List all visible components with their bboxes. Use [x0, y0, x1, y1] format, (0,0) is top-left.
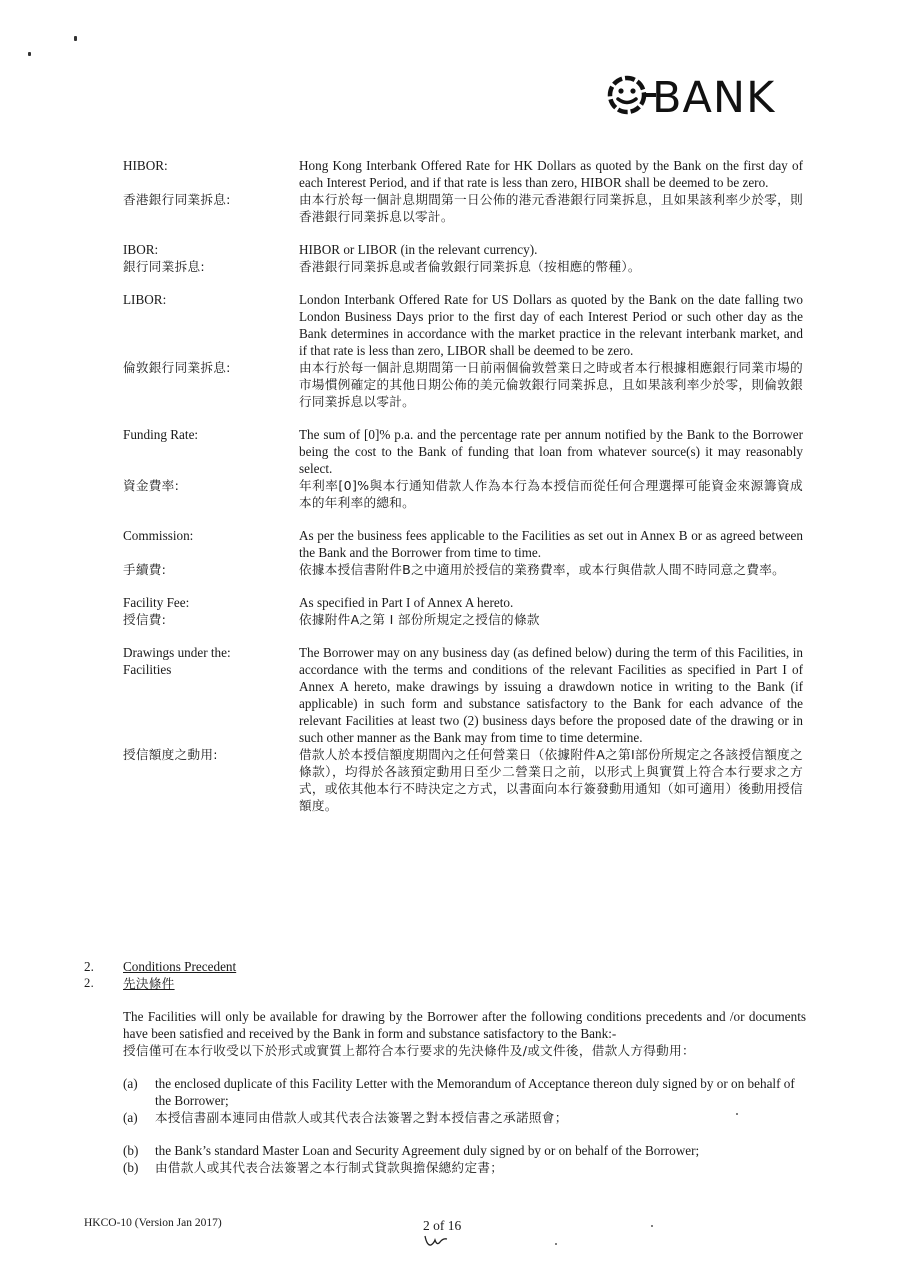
smiley-face-icon: [606, 72, 806, 118]
item-text: the Bank’s standard Master Loan and Security Agreement duly signed by or on behalf of the Borrower;: [155, 1143, 700, 1158]
item-label: (a): [123, 1110, 138, 1125]
term-zh: 授信費:: [123, 612, 167, 627]
term-en: HIBOR:: [123, 158, 168, 173]
svg-text:BANK: BANK: [652, 73, 776, 118]
term-en: LIBOR:: [123, 292, 167, 307]
section-conditions-precedent: [84, 958, 806, 1176]
scan-speck: [28, 52, 31, 56]
scan-speck: [555, 1243, 557, 1245]
section-number: 2.: [84, 959, 94, 974]
definitions-list: [123, 157, 803, 830]
definition-zh: 年利率[0]%與本行通知借款人作為本行為本授信而從任何合理選擇可能資金來源籌資成本的年利率的總和。: [299, 478, 803, 510]
item-label: (b): [123, 1143, 139, 1158]
section-title-zh: 先決條件: [123, 976, 175, 991]
definition-en: London Interbank Offered Rate for US Dollars as quoted by the Bank on the date falling two London Business Days prior to the first day of each Interest Period or such other day as the Bank determines in accordance with the market practice in the relevant interbank market, and if that rate is less than zero, LIBOR shall be deemed to be zero.: [299, 292, 803, 358]
definition-en: HIBOR or LIBOR (in the relevant currency).: [299, 242, 538, 257]
definition-zh: 香港銀行同業拆息或者倫敦銀行同業拆息（按相應的幣種）。: [299, 259, 641, 274]
intro-zh: 授信僅可在本行收受以下於形式或實質上都符合本行要求的先決條件及/或文件後，借款人方得動用：: [123, 1043, 695, 1058]
term-en: Facility Fee:: [123, 595, 190, 610]
definition-zh: 由本行於每一個計息期間第一日公佈的港元香港銀行同業拆息，且如果該利率少於零，則香港銀行同業拆息以零計。: [299, 192, 803, 224]
definition-zh: 由本行於每一個計息期間第一日前兩個倫敦營業日之時或者本行根據相應銀行同業市場的市場慣例確定的其他日期公佈的美元倫敦銀行同業拆息，且如果該利率少於零，則倫敦銀行同業拆息以零計。: [299, 360, 803, 409]
definition-facility-fee: [123, 594, 803, 628]
definition-drawings: [123, 644, 803, 814]
term-zh: 銀行同業拆息:: [123, 259, 205, 274]
definition-zh: 借款人於本授信額度期間內之任何營業日（依據附件A之第I部份所規定之各該授信額度之條款），均得於各該預定動用日至少二營業日之前，以形式上與實質上符合本行要求之方式，或依其他本行不時決定之方式，以書面向本行簽發動用通知（如可適用）後動用授信額度。: [299, 747, 803, 813]
definition-commission: [123, 527, 803, 578]
conditions-list: [123, 1075, 806, 1176]
definition-zh: 依據附件A之第 I 部份所規定之授信的條款: [299, 612, 540, 627]
initials-signature-icon: [423, 1234, 449, 1248]
intro-en: The Facilities will only be available for drawing by the Borrower after the following conditions precedents and /or documents have been satisfied and received by the Bank in form and substance satisfactory to the Bank:-: [123, 1009, 806, 1041]
definition-funding-rate: [123, 426, 803, 511]
term-zh: 授信額度之動用:: [123, 747, 218, 762]
definition-hibor: [123, 157, 803, 225]
scan-speck: [736, 1113, 738, 1115]
term-en: Commission:: [123, 528, 194, 543]
definition-en: As specified in Part I of Annex A hereto.: [299, 595, 514, 610]
scan-speck: [651, 1225, 653, 1227]
item-text: 本授信書副本連同由借款人或其代表合法簽署之對本授信書之承諾照會；: [155, 1110, 568, 1125]
term-en: Funding Rate:: [123, 427, 199, 442]
definition-en: The sum of [0]% p.a. and the percentage rate per annum notified by the Bank to the Borrower being the cost to the Bank of funding that loan from whatever source(s) it may reasonably select.: [299, 427, 803, 476]
term-en: Drawings under the: Facilities: [123, 645, 231, 677]
term-en: IBOR:: [123, 242, 159, 257]
condition-item-zh: [123, 1109, 806, 1126]
term-zh: 資金費率:: [123, 478, 180, 493]
section-title-en: Conditions Precedent: [123, 959, 237, 974]
term-zh: 香港銀行同業拆息:: [123, 192, 231, 207]
page-number: 2 of 16: [423, 1218, 462, 1233]
condition-item-en: [123, 1142, 806, 1159]
scan-speck: [74, 36, 77, 41]
definition-en: As per the business fees applicable to the Facilities as set out in Annex B or as agreed between the Bank and the Borrower from time to time.: [299, 528, 803, 560]
item-label: (b): [123, 1160, 139, 1175]
definition-en: The Borrower may on any business day (as defined below) during the term of this Facilities, in accordance with the terms and conditions of the relevant Facilities as specified in Part I of Annex A hereto, make drawings by issuing a drawdown notice in writing to the Bank (if applicable) in such form and substance satisfactory to the Bank for each advance of the relevant Facilities at least two (2) business days before the proposed date of the drawing or in such other manner as the Bank may from time to time determine.: [299, 645, 803, 745]
item-text: the enclosed duplicate of this Facility Letter with the Memorandum of Acceptance thereon duly signed by or on behalf of the Borrower;: [155, 1076, 795, 1108]
condition-item-zh: [123, 1159, 806, 1176]
form-code: HKCO-10 (Version Jan 2017): [84, 1217, 222, 1229]
definition-en: Hong Kong Interbank Offered Rate for HK Dollars as quoted by the Bank on the first day of each Interest Period, and if that rate is less than zero, HIBOR shall be deemed to be zero.: [299, 158, 803, 190]
bank-logo: [606, 72, 806, 118]
section-intro: [123, 1008, 806, 1059]
definition-zh: 依據本授信書附件B之中適用於授信的業務費率，或本行與借款人間不時同意之費率。: [299, 562, 786, 577]
term-zh: 手續費:: [123, 562, 167, 577]
condition-item-en: [123, 1075, 806, 1109]
term-zh: 倫敦銀行同業拆息:: [123, 360, 231, 375]
item-label: (a): [123, 1076, 138, 1091]
section-number: 2.: [84, 976, 95, 990]
item-text: 由借款人或其代表合法簽署之本行制式貸款與擔保總約定書；: [155, 1160, 504, 1175]
definition-libor: [123, 291, 803, 410]
definition-ibor: [123, 241, 803, 275]
